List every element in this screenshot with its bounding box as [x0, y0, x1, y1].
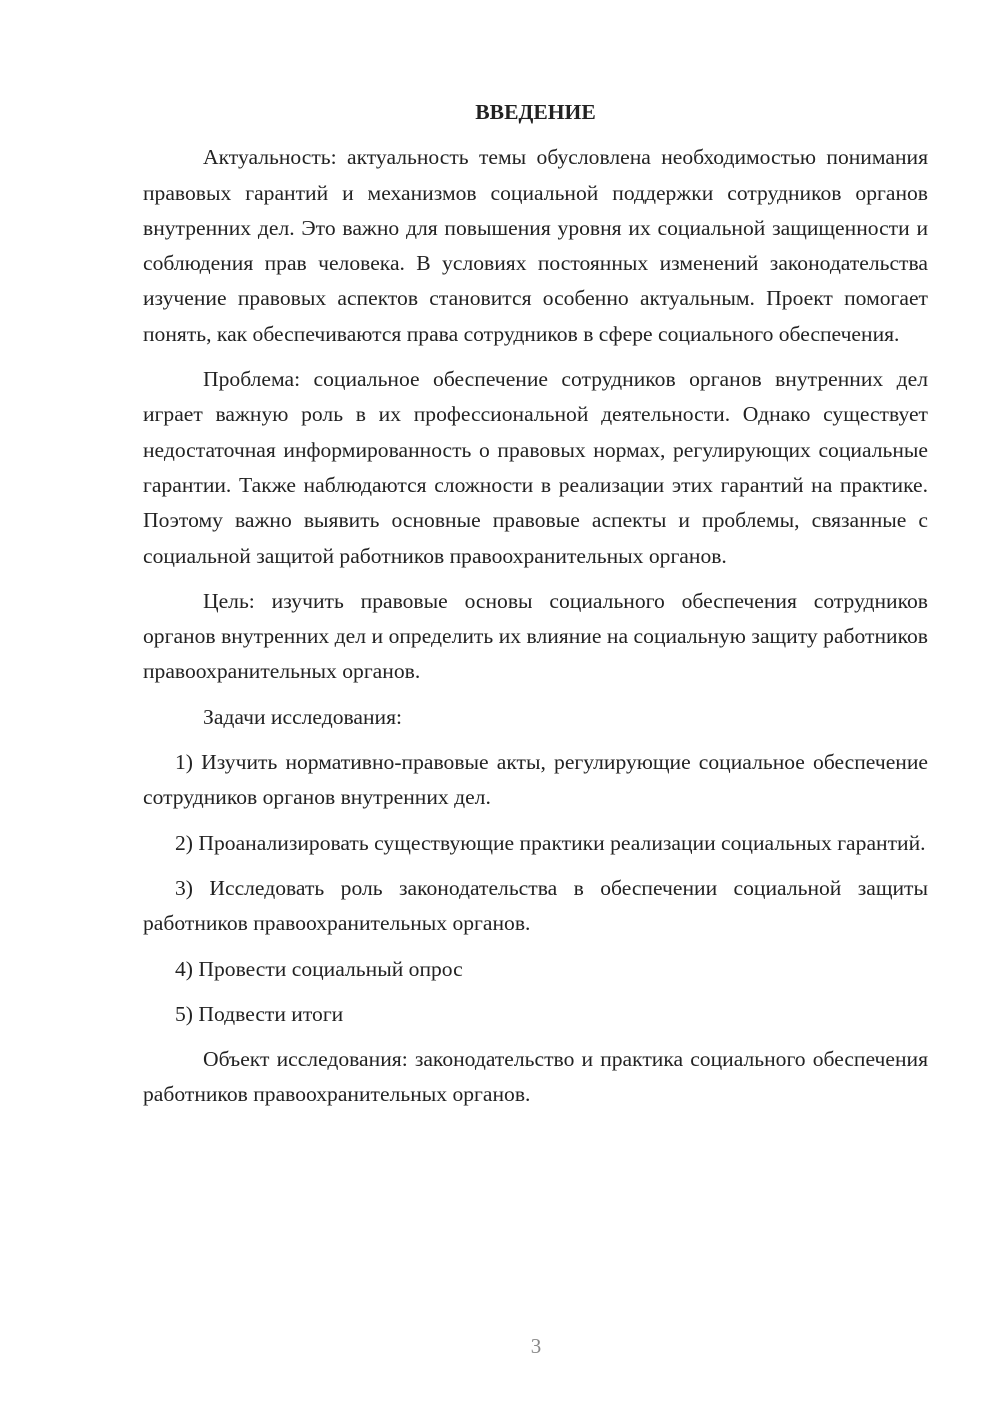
- task-item: 1) Изучить нормативно-правовые акты, регулирующие социальное обеспечение сотрудников органов внутренних дел.: [143, 750, 928, 810]
- tasks-heading: Задачи исследования:: [203, 704, 403, 729]
- object-paragraph: Объект исследования: законодательство и практика социального обеспечения работников правоохранительных органов.: [143, 1047, 928, 1107]
- task-item: 5) Подвести итоги: [175, 1001, 344, 1026]
- page-title: ВВЕДЕНИЕ: [475, 100, 596, 124]
- page-number: 3: [530, 1334, 542, 1358]
- problem-paragraph: Проблема: социальное обеспечение сотрудников органов внутренних дел играет важную роль в их профессиональной деятельности. Однако существует недостаточная информированность о правовых нормах, регулирующих социальные гарантии. Также наблюдаются сложности в реализации этих гарантий на практике. Поэтому важно выявить основные правовые аспекты и проблемы, связанные с социальной защитой работников правоохранительных органов.: [143, 367, 928, 568]
- task-item: 4) Провести социальный опрос: [175, 956, 463, 981]
- relevance-paragraph: Актуальность: актуальность темы обусловлена необходимостью понимания правовых гарантий и механизмов социальной поддержки сотрудников органов внутренних дел. Это важно для повышения уровня их социальной защищенности и соблюдения прав человека. В условиях постоянных изменений законодательства изучение правовых аспектов становится особенно актуальным. Проект помогает понять, как обеспечиваются права сотрудников в сфере социального обеспечения.: [143, 145, 928, 346]
- page-content: [143, 95, 928, 1123]
- goal-paragraph: Цель: изучить правовые основы социального обеспечения сотрудников органов внутренних дел и определить их влияние на социальную защиту работников правоохранительных органов.: [143, 588, 928, 684]
- task-item: 3) Исследовать роль законодательства в обеспечении социальной защиты работников правоохранительных органов.: [143, 875, 928, 936]
- task-item: 2) Проанализировать существующие практики реализации социальных гарантий.: [175, 830, 926, 855]
